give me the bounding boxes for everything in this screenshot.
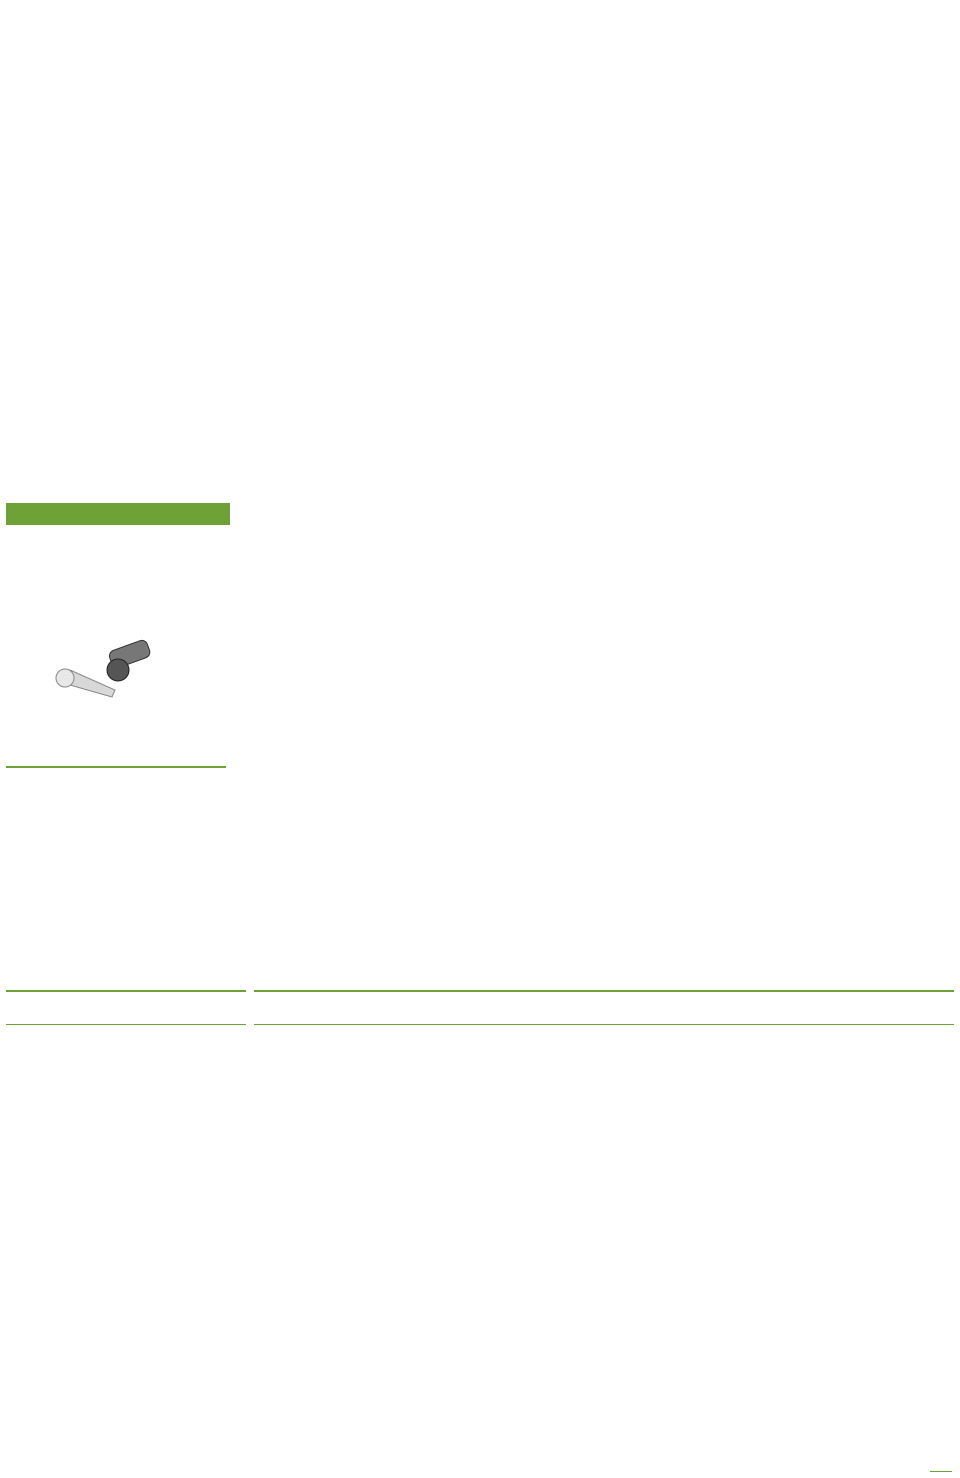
socket-table — [6, 970, 954, 1024]
lock-spec — [6, 766, 226, 786]
key-cylinder-image — [50, 615, 160, 710]
table-header — [6, 990, 954, 1024]
lock-section — [6, 503, 230, 539]
lock-header — [6, 503, 230, 525]
page-number — [930, 1471, 952, 1472]
